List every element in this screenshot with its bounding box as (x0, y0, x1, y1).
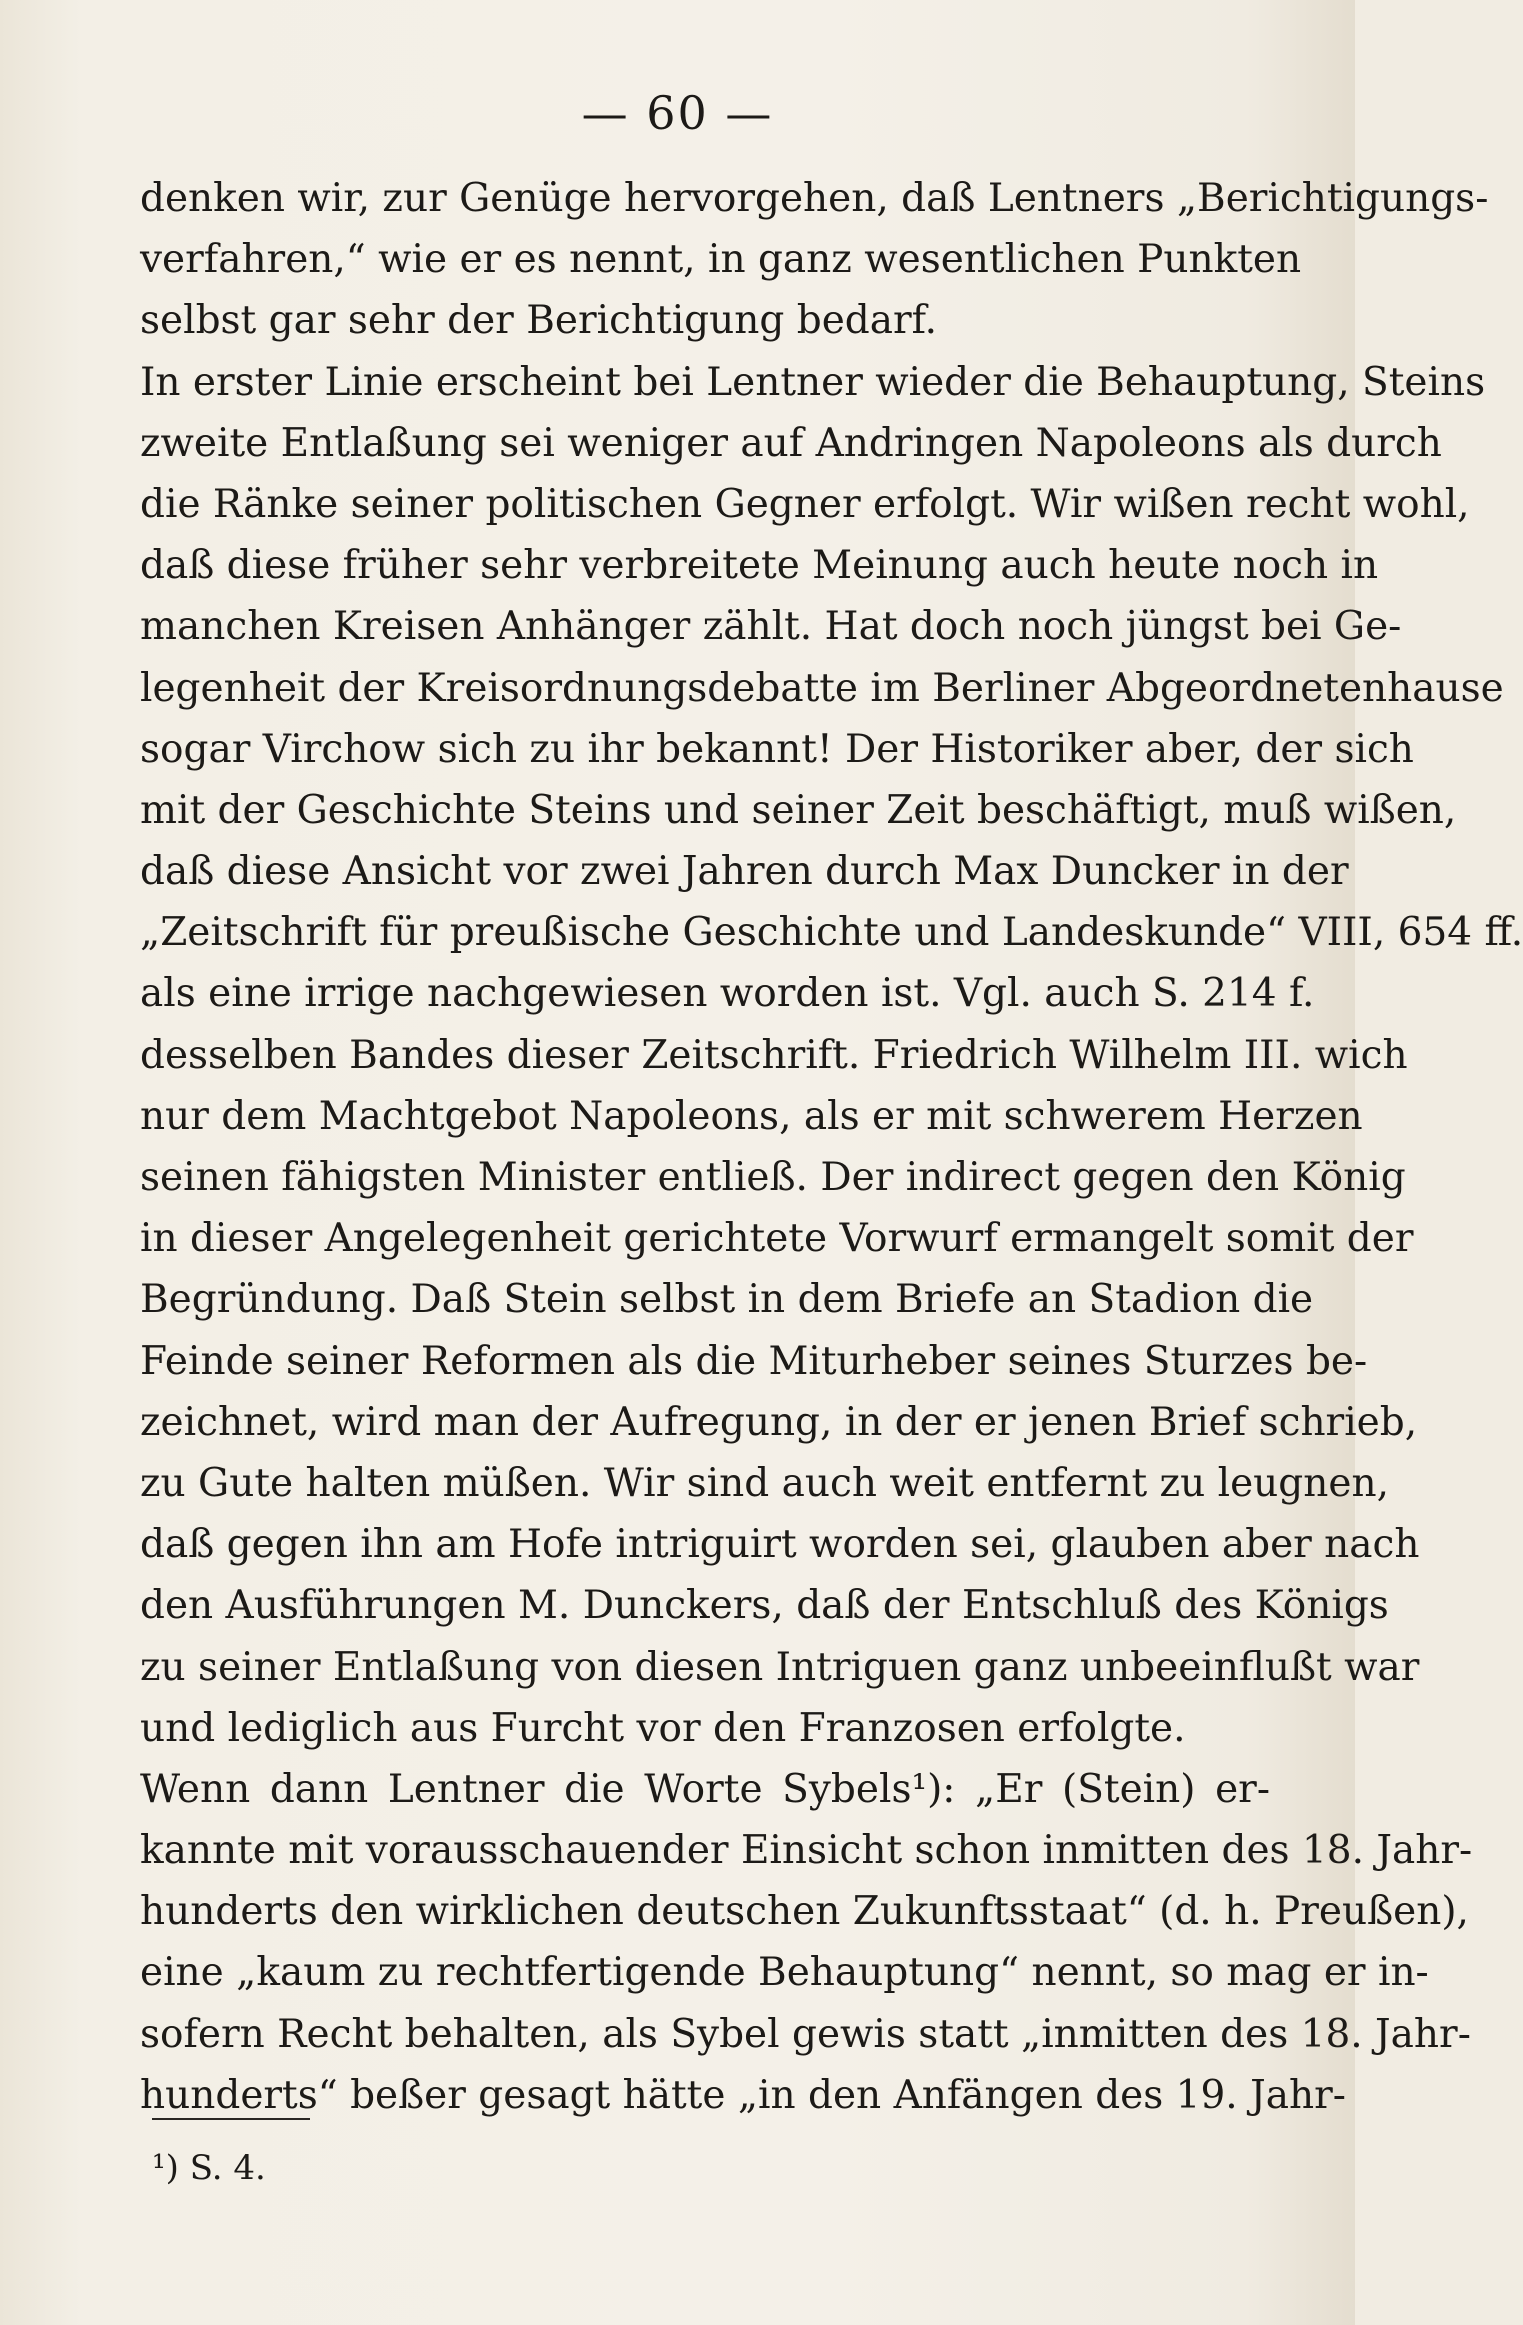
footnote-marker: ¹) (152, 2148, 179, 2188)
text-line: sogar Virchow sich zu ihr bekannt! Der Historiker aber, der sich (140, 726, 1414, 772)
text-line: selbst gar sehr der Berichtigung bedarf. (140, 298, 938, 344)
text-line: zu seiner Entlaßung von diesen Intriguen ganz unbeeinflußt war (140, 1644, 1420, 1690)
text-line: Feinde seiner Reformen als die Miturheber seines Sturzes be- (140, 1338, 1368, 1384)
text-line: hunderts“ beßer gesagt hätte „in den Anfängen des 19. Jahr- (140, 2072, 1346, 2118)
text-line: In erster Linie erscheint bei Lentner wieder die Behauptung, Steins (140, 359, 1486, 405)
body-text (140, 168, 1523, 2126)
text-line: manchen Kreisen Anhänger zählt. Hat doch noch jüngst bei Ge- (140, 604, 1402, 650)
text-line: Begründung. Daß Stein selbst in dem Briefe an Stadion die (140, 1277, 1314, 1323)
text-line: daß gegen ihn am Hofe intriguirt worden sei, glauben aber nach (140, 1522, 1420, 1568)
text-line: desselben Bandes dieser Zeitschrift. Friedrich Wilhelm III. wich (140, 1032, 1408, 1078)
text-line: Wenn dann Lentner die Worte Sybels¹): „Er (Stein) er- (140, 1766, 1270, 1812)
footnote-divider (152, 2118, 310, 2120)
text-line: „Zeitschrift für preußische Geschichte und Landeskunde“ VIII, 654 ff. (140, 910, 1523, 956)
footnote (152, 2148, 266, 2188)
text-line: in dieser Angelegenheit gerichtete Vorwurf ermangelt somit der (140, 1216, 1414, 1262)
text-line: zu Gute halten müßen. Wir sind auch weit entfernt zu leugnen, (140, 1460, 1389, 1506)
text-line: als eine irrige nachgewiesen worden ist. Vgl. auch S. 214 f. (140, 971, 1315, 1017)
text-line: die Ränke seiner politischen Gegner erfolgt. Wir wißen recht wohl, (140, 481, 1470, 527)
text-line: seinen fähigsten Minister entließ. Der indirect gegen den König (140, 1155, 1406, 1200)
text-line: den Ausführungen M. Dunckers, daß der Entschluß des Königs (140, 1583, 1389, 1629)
text-line: daß diese Ansicht vor zwei Jahren durch Max Duncker in der (140, 849, 1349, 895)
text-line: verfahren,“ wie er es nennt, in ganz wesentlichen Punkten (140, 237, 1302, 283)
text-line: daß diese früher sehr verbreitete Meinung auch heute noch in (140, 543, 1379, 589)
text-line: hunderts den wirklichen deutschen Zukunftsstaat“ (d. h. Preußen), (140, 1889, 1469, 1935)
text-line: zweite Entlaßung sei weniger auf Andringen Napoleons als durch (140, 420, 1442, 466)
text-line: eine „kaum zu rechtfertigende Behauptung“ nennt, so mag er in- (140, 1950, 1429, 1996)
text-line: kannte mit vorausschauender Einsicht schon inmitten des 18. Jahr- (140, 1828, 1473, 1874)
footnote-text: S. 4. (189, 2148, 266, 2188)
text-line: nur dem Machtgebot Napoleons, als er mit schwerem Herzen (140, 1093, 1363, 1139)
page-number: — 60 — (581, 86, 774, 140)
text-line: denken wir, zur Genüge hervorgehen, daß Lentners „Berichtigungs- (140, 176, 1489, 221)
text-line: mit der Geschichte Steins und seiner Zeit beschäftigt, muß wißen, (140, 787, 1457, 833)
text-line: und lediglich aus Furcht vor den Franzosen erfolgte. (140, 1705, 1186, 1751)
text-line: sofern Recht behalten, als Sybel gewis statt „inmitten des 18. Jahr- (140, 2011, 1471, 2057)
text-line: zeichnet, wird man der Aufregung, in der er jenen Brief schrieb, (140, 1399, 1418, 1445)
text-line: legenheit der Kreisordnungsdebatte im Berliner Abgeordnetenhause (140, 665, 1504, 711)
